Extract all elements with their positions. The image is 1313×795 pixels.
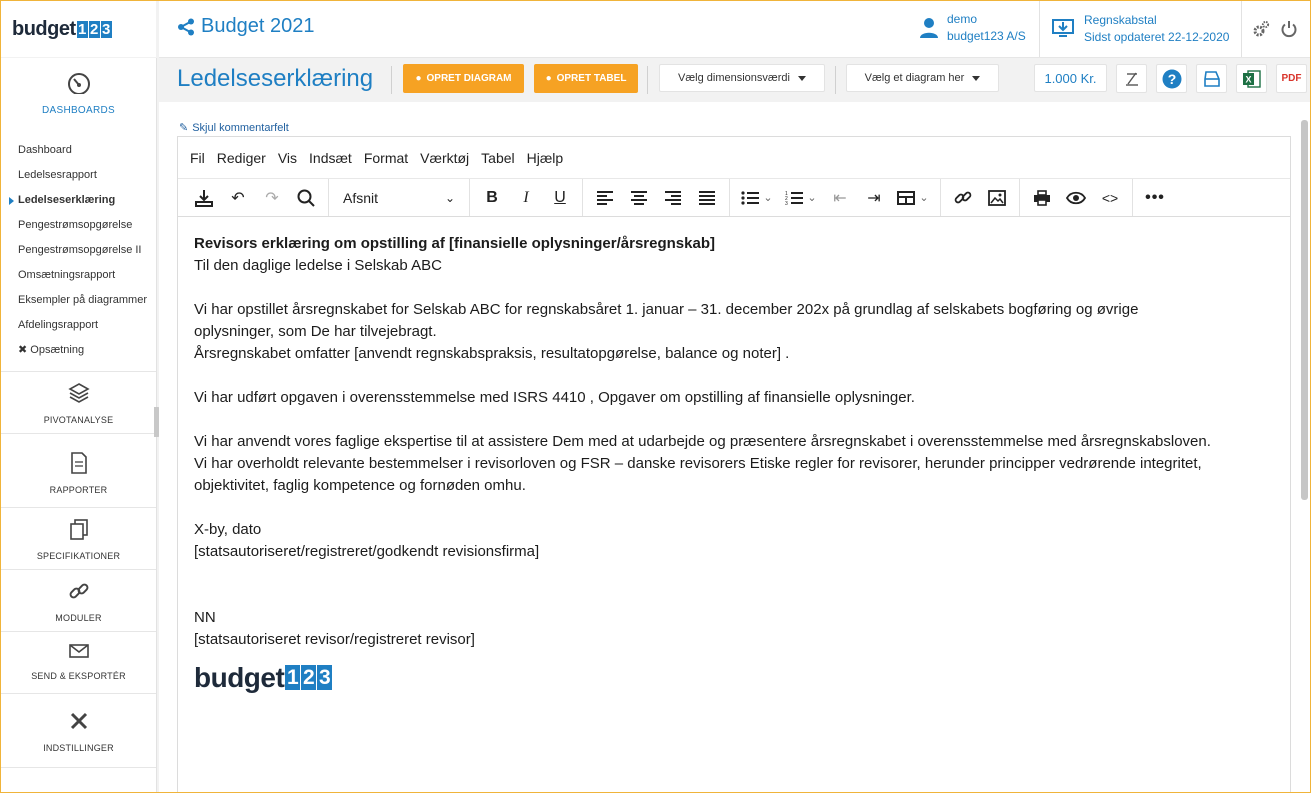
sidebar [1,58,157,792]
brand-digit: 3 [101,20,111,38]
sidebar-section-label: SEND & EKSPORTÉR [31,671,126,681]
undo-icon[interactable]: ↶ [231,189,245,207]
toolbar-divider [391,66,392,94]
brand-digits [77,21,113,38]
bold-icon[interactable]: B [486,188,498,206]
pencil-icon: ✎ [179,122,189,134]
page-toolbar [159,58,1310,102]
share-icon [177,18,195,36]
brand-logo[interactable] [1,1,156,57]
help-button[interactable] [1156,64,1187,93]
print-button[interactable] [1196,64,1227,93]
numbered-list-icon[interactable]: 1 2 3 ⌄ [785,190,817,205]
create-chart-button[interactable] [403,64,524,93]
align-justify-icon[interactable] [691,182,723,214]
block-format-select[interactable] [335,182,463,214]
toolbar-group-more [1133,179,1177,216]
dot-icon: ● [545,73,552,84]
bullet-list-icon[interactable]: ⌄ [736,182,778,214]
menu-vaerktoej[interactable]: Værktøj [420,149,470,166]
align-left-icon[interactable] [589,182,621,214]
create-table-label: OPRET TABEL [556,73,627,84]
header-actions [1241,1,1298,57]
toolbar-group-align [583,179,730,216]
link-insert-icon[interactable] [947,182,979,214]
excel-icon [1242,69,1262,89]
sidebar-section-label: RAPPORTER [49,485,108,495]
brand-digit: 3 [318,666,331,689]
doc-logo-word: budget [194,661,285,693]
sidebar-section-label: MODULER [55,613,102,623]
page-scrollbar[interactable] [1301,120,1308,500]
copy-icon [68,518,90,540]
pdf-icon: PDF [1281,73,1302,84]
layers-icon [68,382,90,404]
toolbar-divider [835,66,836,94]
mail-icon [69,642,89,660]
document-icon [70,452,88,474]
menu-fil[interactable]: Fil [190,149,205,166]
sidebar-item-pengestroemsopgoerelse[interactable]: Pengestrømsopgørelse [18,219,133,231]
dimension-select-label: Vælg dimensionsværdi [678,72,790,84]
toggle-comment-link[interactable] [179,121,289,134]
block-format-label: Afsnit [343,189,379,206]
account-title: Regnskabstal [1084,13,1157,27]
tools-icon [68,710,90,732]
sidebar-section-specifikationer[interactable] [1,508,156,570]
svg-text:1: 1 [785,190,789,197]
caret-down-icon [798,76,806,81]
doc-heading: Revisors erklæring om opstilling af [finansielle oplysninger/årsregnskab] [194,235,715,252]
printer-icon [1202,70,1222,88]
redo-icon[interactable]: ↷ [265,189,279,207]
top-header [159,1,1310,58]
rich-text-editor [177,136,1291,793]
sidebar-section-rapporter[interactable] [1,434,156,508]
speedometer-icon [66,72,92,94]
doc-paragraph: Vi har anvendt vores faglige ekspertise til at assistere Dem med at udarbejde og præsentere årsregnskabet i overensstemmelse med årsregnskabsloven. [194,433,1211,450]
image-icon[interactable] [981,182,1013,214]
doc-paragraph: [statsautoriseret/registreret/godkendt revisionsfirma] [194,543,540,560]
sidebar-section-label: SPECIFIKATIONER [36,551,121,561]
menu-tabel[interactable]: Tabel [481,149,515,166]
source-code-icon[interactable]: <> [1101,189,1119,206]
main-content [159,102,1310,792]
chart-select[interactable] [846,64,999,92]
toolbar-group-style [470,179,583,216]
doc-paragraph: NN [194,609,216,626]
editor-toolbar [178,179,1290,217]
sidebar-section-indstillinger[interactable] [1,694,156,768]
brand-word: budget [12,17,76,40]
caret-down-icon [972,76,980,81]
unit-label: 1.000 Kr. [1044,70,1097,86]
doc-paragraph: Vi har udført opgaven i overensstemmelse med ISRS 4410 , Opgaver om opstilling af finansielle oplysninger. [194,389,915,406]
toggle-comment-label: Skjul kommentarfelt [192,121,289,134]
svg-text:2: 2 [785,195,789,202]
chevron-down-icon: ⌄ [444,190,455,205]
doc-paragraph: Vi har opstillet årsregnskabet for Selskab ABC for regnskabsåret 1. januar – 31. december 202x på grundlag af selskabets bogføring og øvrige [194,301,1139,318]
menu-indsaet[interactable]: Indsæt [309,149,352,166]
toolbar-group-block [329,179,470,216]
menu-rediger[interactable]: Rediger [216,149,266,166]
sidebar-item-dashboard[interactable]: Dashboard [18,144,72,156]
doc-paragraph: Årsregnskabet omfatter [anvendt regnskabspraksis, resultatopgørelse, balance og noter] . [194,345,790,362]
menu-hjaelp[interactable]: Hjælp [526,149,564,166]
settings-gears-icon[interactable] [1252,20,1270,38]
svg-text:?: ? [1167,70,1176,87]
create-table-button[interactable] [534,64,638,93]
link-icon [68,580,90,602]
page-title: Ledelseserklæring [177,65,374,92]
more-icon[interactable]: ••• [1145,188,1165,206]
breadcrumb[interactable] [177,15,314,38]
sidebar-item-label: Opsætning [30,344,85,356]
svg-text:X: X [1244,74,1252,84]
editor-menubar [178,137,1290,179]
outdent-icon[interactable]: ⇤ [833,189,847,207]
doc-paragraph: [statsautoriseret revisor/registreret revisor] [194,631,475,648]
brand-digit: 1 [77,20,87,38]
wrench-icon: ✖ [18,344,28,356]
document-logo [194,661,1274,693]
sidebar-section-dashboards[interactable] [1,58,156,132]
export-excel-button[interactable] [1236,64,1267,93]
menu-format[interactable]: Format [363,149,409,166]
sidebar-item-afdelingsrapport[interactable]: Afdelingsrapport [18,319,99,331]
sidebar-item-ledelsesrapport[interactable]: Ledelsesrapport [18,169,97,181]
sidebar-dashboards-label: DASHBOARDS [41,105,115,116]
doc-paragraph: X-by, dato [194,521,262,538]
sidebar-section-pivotanalyse[interactable] [1,372,156,434]
account-updated: Sidst opdateret 22-12-2020 [1084,30,1230,44]
menu-vis[interactable]: Vis [277,149,298,166]
toolbar-divider [647,66,648,94]
indent-icon[interactable]: ⇥ [867,189,881,207]
doc-paragraph: Vi har overholdt relevante bestemmelser i revisorloven og FSR – danske revisorers Etiske regler for revisorer, herunder principper vedrørende integritet, [194,455,1202,472]
doc-logo-digits [285,665,333,690]
sidebar-section-send-eksporter[interactable] [1,632,156,694]
user-company: budget123 A/S [947,29,1026,43]
toolbar-group-view [1020,179,1133,216]
user-name: demo [947,12,978,26]
help-icon [1162,69,1182,89]
preview-eye-icon[interactable] [1060,182,1092,214]
underline-icon[interactable]: U [554,188,566,206]
chart-select-label: Vælg et diagram her [864,72,965,84]
dashboard-subnav [1,132,156,372]
sidebar-section-label: INDSTILLINGER [43,743,114,753]
doc-paragraph: oplysninger, som De har tilvejebragt. [194,323,437,340]
sidebar-item-eksempler[interactable]: Eksempler på diagrammer [18,294,147,306]
sidebar-item-pengestroemsopgoerelse-2[interactable]: Pengestrømsopgørelse II [18,244,142,256]
sidebar-section-moduler[interactable] [1,570,156,632]
eraser-icon [1124,71,1140,87]
sidebar-item-omsaetningsrapport[interactable]: Omsætningsrapport [18,269,116,281]
user-menu[interactable] [919,11,1026,45]
download-icon[interactable] [188,182,220,214]
sidebar-section-label: PIVOTANALYSE [43,415,114,425]
monitor-download-icon [1052,19,1074,39]
italic-icon[interactable]: I [523,188,529,206]
doc-paragraph: Til den daglige ledelse i Selskab ABC [194,257,442,274]
align-right-icon[interactable] [657,182,689,214]
clear-format-button[interactable] [1116,64,1147,93]
sidebar-item-opsaetning[interactable] [18,338,156,363]
export-pdf-button[interactable] [1276,64,1307,93]
print-icon[interactable] [1026,182,1058,214]
sidebar-item-ledelseserklaering[interactable]: Ledelseserklæring [18,188,156,213]
doc-paragraph: objektivitet, faglig kompetence og fornøden omhu. [194,477,526,494]
toolbar-group-insert [941,179,1020,216]
dimension-select[interactable] [659,64,825,92]
search-icon[interactable] [290,182,322,214]
create-chart-label: OPRET DIAGRAM [426,73,512,84]
brand-digit: 2 [89,20,99,38]
table-icon[interactable]: ⌄ [892,182,934,214]
unit-select[interactable] [1034,64,1107,92]
align-center-icon[interactable] [623,182,655,214]
svg-text:3: 3 [785,200,789,205]
toolbar-group-lists [730,179,941,216]
brand-digit: 1 [286,666,299,689]
account-data-selector[interactable] [1039,1,1229,57]
power-icon[interactable] [1280,20,1298,38]
toolbar-group-history [182,179,329,216]
user-icon [919,17,939,39]
document-body[interactable] [194,233,1274,693]
brand-digit: 2 [302,666,315,689]
dot-icon: ● [415,73,422,84]
breadcrumb-label: Budget 2021 [201,15,315,37]
